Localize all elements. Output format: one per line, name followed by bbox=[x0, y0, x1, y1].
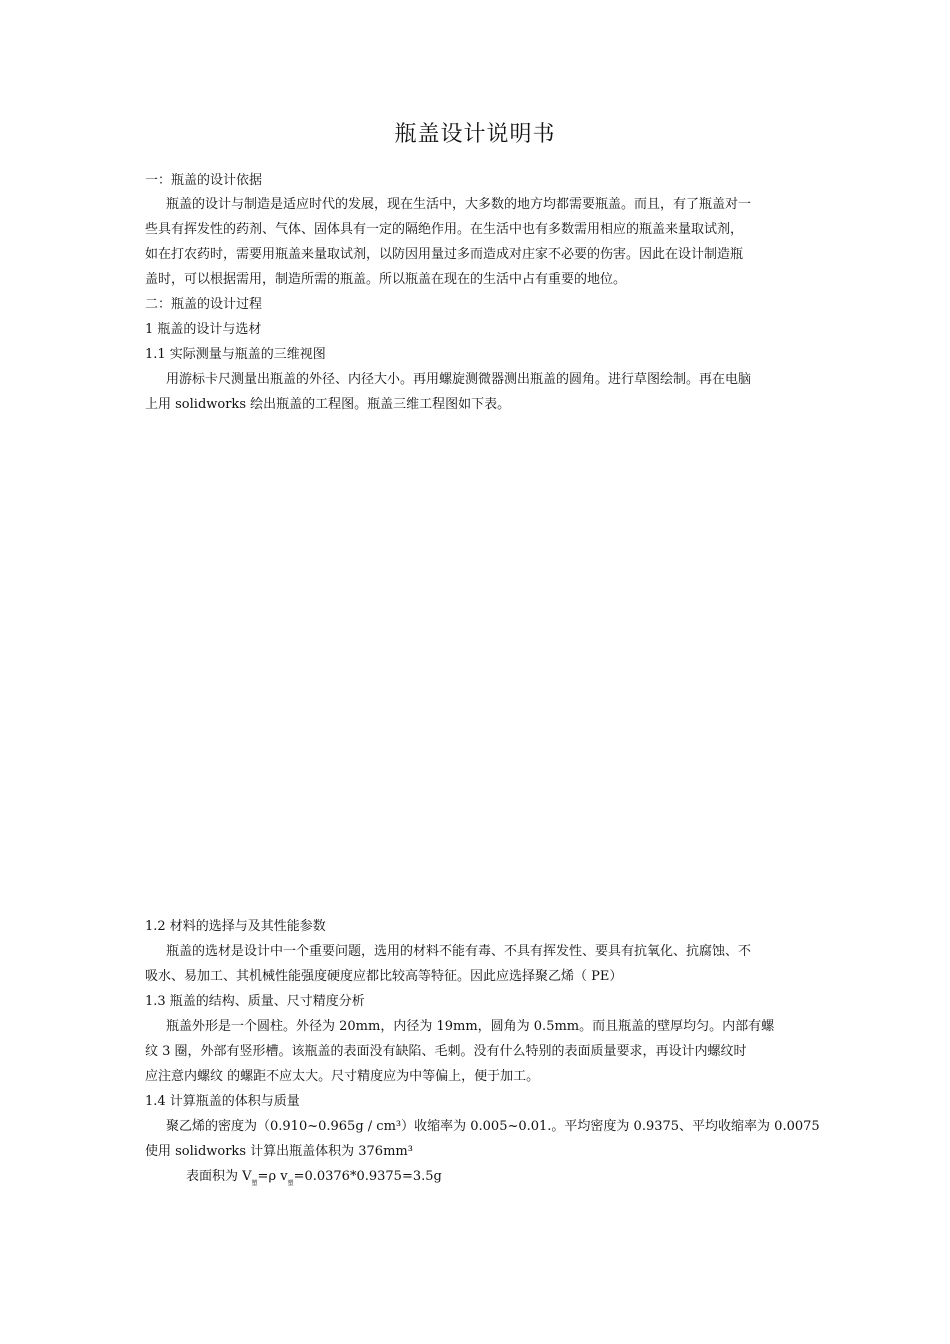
formula-prefix: 表面积为 V bbox=[186, 1169, 252, 1184]
subsection-heading: 1.4 计算瓶盖的体积与质量 bbox=[145, 1094, 300, 1109]
paragraph-line: 瓶盖的选材是设计中一个重要问题，选用的材料不能有毒、不具有挥发性、要具有抗氧化、抗腐蚀、不 bbox=[166, 944, 752, 959]
subsection-heading: 1.1 实际测量与瓶盖的三维视图 bbox=[145, 347, 326, 362]
paragraph-line: 些具有挥发性的药剂、气体、固体具有一定的隔绝作用。在生活中也有多数需用相应的瓶盖来量取试剂， bbox=[145, 222, 744, 237]
section-heading-2: 二：瓶盖的设计过程 bbox=[145, 297, 263, 312]
paragraph-line: 瓶盖的设计与制造是适应时代的发展，现在生活中，大多数的地方均都需要瓶盖。而且，有了瓶盖对一 bbox=[166, 197, 752, 212]
paragraph-line: 如在打农药时，需要用瓶盖来量取试剂，以防因用量过多而造成对庄家不必要的伤害。因此在设计制造瓶 bbox=[145, 247, 744, 262]
mass-formula bbox=[186, 1168, 442, 1193]
section-heading-1: 一：瓶盖的设计依据 bbox=[145, 173, 263, 188]
document-title: 瓶盖设计说明书 bbox=[394, 122, 556, 147]
paragraph-line: 聚乙烯的密度为（0.910~0.965g / cm³）收缩率为 0.005~0.01.。平均密度为 0.9375、平均收缩率为 0.0075 bbox=[166, 1119, 820, 1134]
subsection-heading: 1 瓶盖的设计与选材 bbox=[145, 322, 262, 337]
paragraph-line: 盖时，可以根据需用，制造所需的瓶盖。所以瓶盖在现在的生活中占有重要的地位。 bbox=[145, 272, 627, 287]
paragraph-line: 吸水、易加工、其机械性能强度硬度应都比较高等特征。因此应选择聚乙烯（ PE） bbox=[145, 969, 623, 984]
subsection-heading: 1.2 材料的选择与及其性能参数 bbox=[145, 919, 326, 934]
paragraph-line: 应注意内螺纹 的螺距不应太大。尺寸精度应为中等偏上，便于加工。 bbox=[145, 1069, 540, 1084]
formula-mid: =ρ v bbox=[257, 1169, 288, 1184]
formula-subscript: 塑 bbox=[287, 1180, 294, 1187]
paragraph-line: 用游标卡尺测量出瓶盖的外径、内径大小。再用螺旋测微器测出瓶盖的圆角。进行草图绘制。再在电脑 bbox=[166, 372, 752, 387]
subsection-heading: 1.3 瓶盖的结构、质量、尺寸精度分析 bbox=[145, 994, 365, 1009]
formula-subscript: 塑 bbox=[251, 1180, 258, 1187]
paragraph-line: 纹 3 圈，外部有竖形槽。该瓶盖的表面没有缺陷、毛刺。没有什么特别的表面质量要求，再设计内螺纹时 bbox=[145, 1044, 747, 1059]
paragraph-line: 瓶盖外形是一个圆柱。外径为 20mm，内径为 19mm，圆角为 0.5mm。而且瓶盖的壁厚均匀。内部有螺 bbox=[166, 1019, 775, 1034]
paragraph-line: 上用 solidworks 绘出瓶盖的工程图。瓶盖三维工程图如下表。 bbox=[145, 397, 511, 412]
formula-result: =0.0376*0.9375=3.5g bbox=[293, 1169, 442, 1184]
paragraph-line: 使用 solidworks 计算出瓶盖体积为 376mm³ bbox=[145, 1144, 413, 1159]
